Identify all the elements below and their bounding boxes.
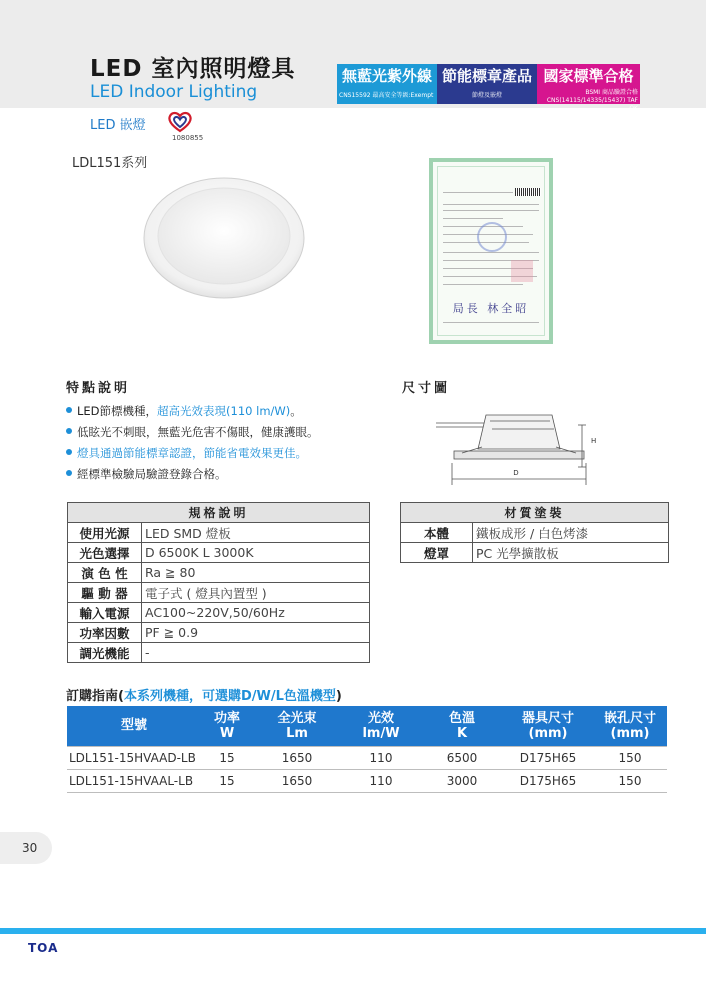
feature-text: 經標準檢驗局驗證登錄合格。: [77, 467, 227, 481]
material-key: 本體: [401, 523, 473, 543]
column-header-color-temp: 色溫 K: [421, 706, 503, 746]
certificate-signature: 局長 林全昭: [452, 302, 530, 315]
table-row: [68, 623, 370, 643]
spec-value: D 6500K L 3000K: [142, 543, 370, 563]
energy-certificate-image: [429, 158, 553, 344]
page-title: LED 室內照明燈具: [90, 56, 296, 82]
badge-sub-line: BSMI 商品驗證合格: [585, 89, 638, 96]
page-number: 30: [0, 832, 52, 864]
product-category: LED 嵌燈: [90, 118, 146, 133]
feature-text: 。: [290, 404, 302, 418]
feature-highlight: 燈具通過節能標章認證，節能省電效果更佳。: [77, 446, 307, 460]
spec-value: AC100~220V,50/60Hz: [142, 603, 370, 623]
bullet-icon: [66, 449, 72, 455]
spec-value: PF ≧ 0.9: [142, 623, 370, 643]
table-header-row: [67, 706, 667, 746]
feature-text: 低眩光不刺眼，無藍光危害不傷眼，健康護眼。: [77, 425, 319, 439]
cell-model: LDL151-15HVAAL-LB: [67, 769, 201, 792]
certificate-text-line: [443, 192, 513, 193]
material-table: [400, 502, 669, 563]
cell-lumen: 1650: [253, 746, 341, 769]
material-key: 燈罩: [401, 543, 473, 563]
badge-sub: 節燈及嵌燈: [471, 92, 502, 99]
spec-value: -: [142, 643, 370, 663]
feature-item: [66, 466, 319, 487]
column-header-efficacy: 光效 lm/W: [341, 706, 421, 746]
column-header-fixture-size: 器具尺寸 (mm): [503, 706, 593, 746]
column-header-lumen: 全光束 Lm: [253, 706, 341, 746]
certificate-stamp-icon: [511, 260, 533, 282]
spec-table: [67, 502, 370, 663]
dimension-label-h: H: [591, 437, 597, 445]
cell-cutout-size: 150: [593, 746, 667, 769]
cell-lumen: 1650: [253, 769, 341, 792]
table-row: [68, 643, 370, 663]
certificate-text-line: [443, 218, 503, 219]
energy-label-heart-icon: [167, 111, 193, 133]
dimension-drawing: [432, 405, 602, 493]
feature-highlight: 超高光效表現(110 lm/W): [157, 404, 291, 418]
cell-color-temp: 6500: [421, 746, 503, 769]
footer-band: [0, 928, 706, 934]
feature-item: [66, 403, 319, 424]
order-title-text: ): [335, 689, 342, 704]
spec-key: 輸入電源: [68, 603, 142, 623]
spec-value: 電子式 ( 燈具內置型 ): [142, 583, 370, 603]
feature-item: [66, 445, 319, 466]
brand-logo: [28, 941, 58, 955]
certificate-code: 1080855: [172, 134, 204, 142]
table-row: [401, 523, 669, 543]
table-row: [67, 769, 667, 792]
certificate-text-line: [443, 204, 539, 205]
bullet-icon: [66, 407, 72, 413]
column-header-cutout-size: 嵌孔尺寸 (mm): [593, 706, 667, 746]
badge-label: 國家標準合格: [543, 67, 634, 85]
badge-label: 節能標章產品: [441, 67, 532, 85]
cell-fixture-size: D175H65: [503, 746, 593, 769]
cell-power: 15: [201, 746, 253, 769]
feature-text: LED節標機種，: [77, 404, 158, 418]
feature-item: [66, 424, 319, 445]
cell-power: 15: [201, 769, 253, 792]
table-row: [68, 563, 370, 583]
badge-energy-label: [437, 64, 537, 104]
column-header-power: 功率 W: [201, 706, 253, 746]
certificate-text-line: [443, 322, 539, 323]
spec-key: 使用光源: [68, 523, 142, 543]
cell-efficacy: 110: [341, 746, 421, 769]
table-row: [68, 523, 370, 543]
series-name: LDL151系列: [72, 156, 148, 171]
spec-key: 驅 動 器: [68, 583, 142, 603]
features-heading: 特點說明: [66, 381, 131, 396]
badge-national-standard: [537, 64, 640, 112]
table-row: [401, 543, 669, 563]
material-value: PC 光學擴散板: [473, 543, 669, 563]
cell-model: LDL151-15HVAAD-LB: [67, 746, 201, 769]
certificate-text-line: [443, 210, 539, 211]
cell-efficacy: 110: [341, 769, 421, 792]
features-list: [66, 403, 319, 487]
brand-name: TOA: [28, 941, 59, 955]
column-header-model: 型號: [67, 706, 201, 746]
material-value: 鐵板成形 / 白色烤漆: [473, 523, 669, 543]
spec-value: LED SMD 燈板: [142, 523, 370, 543]
dimension-label-d: D: [513, 469, 519, 477]
badge-sub: [537, 88, 640, 112]
barcode-icon: [515, 188, 541, 196]
spec-table-heading: 規格說明: [68, 503, 370, 523]
badge-sub-line: CNS(14115/14335/15437) TAF OK: [546, 97, 638, 112]
bullet-icon: [66, 428, 72, 434]
table-row: [68, 603, 370, 623]
downlight-product-image: [143, 177, 305, 299]
order-guide-title: [66, 685, 342, 704]
table-row: [67, 746, 667, 769]
spec-key: 功率因數: [68, 623, 142, 643]
table-row: [68, 543, 370, 563]
cell-cutout-size: 150: [593, 769, 667, 792]
spec-key: 光色選擇: [68, 543, 142, 563]
dimensions-heading: 尺寸圖: [402, 381, 451, 396]
badge-no-blue-light: [337, 64, 437, 104]
spec-key: 調光機能: [68, 643, 142, 663]
cell-color-temp: 3000: [421, 769, 503, 792]
material-table-heading: 材質塗裝: [401, 503, 669, 523]
badge-label: 無藍光紫外線: [341, 67, 432, 85]
badge-sub: CNS15592 最高安全等級:Exempt: [339, 92, 434, 99]
spec-value: Ra ≧ 80: [142, 563, 370, 583]
page-subtitle: LED Indoor Lighting: [90, 82, 258, 102]
spec-key: 演 色 性: [68, 563, 142, 583]
order-title-highlight: 本系列機種，可選購D/W/L色溫機型: [123, 689, 336, 704]
order-title-text: 訂購指南(: [66, 689, 124, 704]
certificate-text-line: [443, 252, 539, 253]
table-row: [68, 583, 370, 603]
certificate-text-line: [443, 284, 523, 285]
order-table: [67, 706, 667, 793]
bullet-icon: [66, 470, 72, 476]
certificate-seal-icon: [477, 222, 507, 252]
cell-fixture-size: D175H65: [503, 769, 593, 792]
